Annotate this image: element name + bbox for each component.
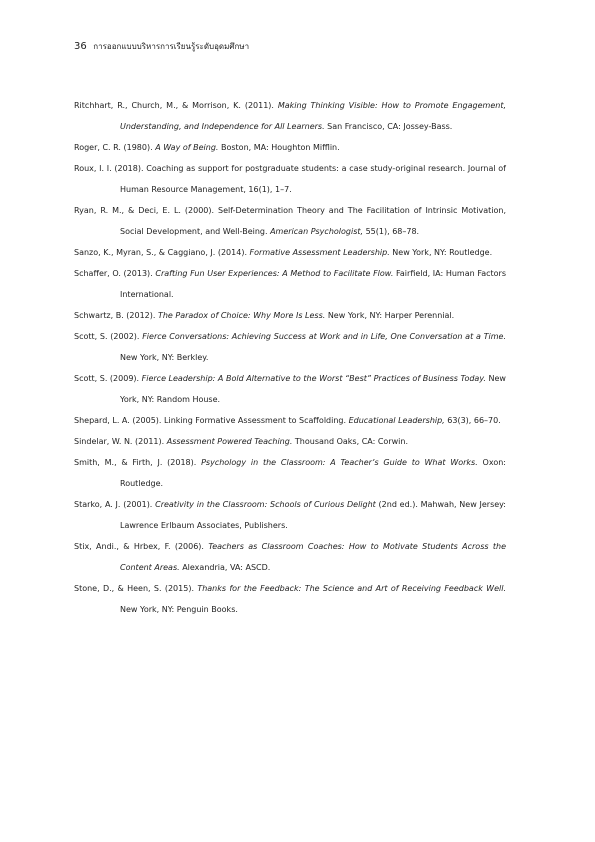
reference-title: Fierce Conversations: Achieving Success at Work and in Life, One Conversation at a Time.: [142, 332, 506, 341]
reference-title: Teachers as Classroom Coaches: How to Motivate Students Across the Content Areas.: [120, 542, 506, 572]
reference-publisher: (2nd ed.). Mahwah, New Jersey: Lawrence Erlbaum Associates, Publishers.: [120, 500, 506, 530]
reference-publisher: New York, NY: Random House.: [120, 374, 506, 404]
reference-text: Schaffer, O. (2013).: [74, 269, 156, 278]
reference-text: Sanzo, K., Myran, S., & Caggiano, J. (2014).: [74, 248, 250, 257]
reference-title: Crafting Fun User Experiences: A Method to Facilitate Flow.: [155, 269, 394, 278]
reference-title: Making Thinking Visible: How to Promote Engagement, Understanding, and Independence for All Learners.: [120, 101, 506, 131]
reference-text: Smith, M., & Firth, J. (2018).: [74, 458, 202, 467]
reference-title: Fierce Leadership: A Bold Alternative to the Worst “Best” Practices of Business Today.: [141, 374, 486, 383]
reference-title: American Psychologist,: [270, 227, 364, 236]
reference-publisher: Boston, MA: Houghton Mifflin.: [218, 143, 340, 152]
reference-publisher: San Francisco, CA: Jossey-Bass.: [324, 122, 453, 131]
reference-title: Educational Leadership,: [348, 416, 445, 425]
reference-text: Roux, I. I. (2018). Coaching as support for postgraduate students: a case study-original research. Journal of Human Resource Management, 16(1), 1–7.: [74, 164, 506, 194]
reference-title: Assessment Powered Teaching.: [166, 437, 293, 446]
reference-list: [74, 95, 506, 620]
reference-entry: [74, 410, 506, 431]
reference-text: Scott, S. (2009).: [74, 374, 142, 383]
reference-entry: [74, 431, 506, 452]
page-number: 36: [74, 41, 87, 52]
reference-title: Creativity in the Classroom: Schools of Curious Delight: [155, 500, 376, 509]
reference-entry: [74, 578, 506, 620]
reference-entry: [74, 536, 506, 578]
reference-text: Stix, Andi., & Hrbex, F. (2006).: [74, 542, 209, 551]
reference-title: Thanks for the Feedback: The Science and Art of Receiving Feedback Well.: [197, 584, 506, 593]
reference-publisher: Alexandria, VA: ASCD.: [179, 563, 271, 572]
reference-title: Formative Assessment Leadership.: [249, 248, 390, 257]
reference-entry: [74, 95, 506, 137]
reference-text: Sindelar, W. N. (2011).: [74, 437, 167, 446]
reference-publisher: New York, NY: Harper Perennial.: [325, 311, 455, 320]
reference-publisher: 63(3), 66–70.: [444, 416, 501, 425]
reference-text: Ryan, R. M., & Deci, E. L. (2000). Self-Determination Theory and The Facilitation of Intrinsic Motivation, Social Development, and Well-Being.: [74, 206, 506, 236]
reference-text: Shepard, L. A. (2005). Linking Formative Assessment to Scaffolding.: [74, 416, 349, 425]
reference-text: Stone, D., & Heen, S. (2015).: [74, 584, 198, 593]
reference-entry: [74, 137, 506, 158]
reference-text: Roger, C. R. (1980).: [74, 143, 156, 152]
reference-publisher: New York, NY: Penguin Books.: [120, 605, 238, 614]
reference-publisher: Oxon: Routledge.: [120, 458, 506, 488]
reference-entry: [74, 494, 506, 536]
reference-entry: [74, 263, 506, 305]
reference-entry: [74, 200, 506, 242]
reference-publisher: New York, NY: Berkley.: [120, 353, 209, 362]
reference-title: A Way of Being.: [155, 143, 219, 152]
reference-entry: [74, 452, 506, 494]
reference-text: Schwartz, B. (2012).: [74, 311, 158, 320]
reference-entry: [74, 242, 506, 263]
reference-publisher: 55(1), 68–78.: [363, 227, 420, 236]
reference-entry: [74, 158, 506, 200]
reference-title: Psychology in the Classroom: A Teacher’s Guide to What Works.: [201, 458, 478, 467]
reference-title: The Paradox of Choice: Why More Is Less.: [157, 311, 326, 320]
reference-text: Ritchhart, R., Church, M., & Morrison, K. (2011).: [74, 101, 278, 110]
running-title: การออกแบบบริหารการเรียนรู้ระดับอุดมศึกษา: [93, 42, 250, 51]
reference-publisher: Fairfield, IA: Human Factors International.: [120, 269, 507, 299]
reference-entry: [74, 305, 506, 326]
reference-entry: [74, 326, 506, 368]
reference-text: Starko, A. J. (2001).: [74, 500, 156, 509]
reference-publisher: Thousand Oaks, CA: Corwin.: [292, 437, 408, 446]
reference-text: Scott, S. (2002).: [74, 332, 143, 341]
reference-entry: [74, 368, 506, 410]
reference-publisher: New York, NY: Routledge.: [389, 248, 493, 257]
page-header: [74, 40, 249, 53]
